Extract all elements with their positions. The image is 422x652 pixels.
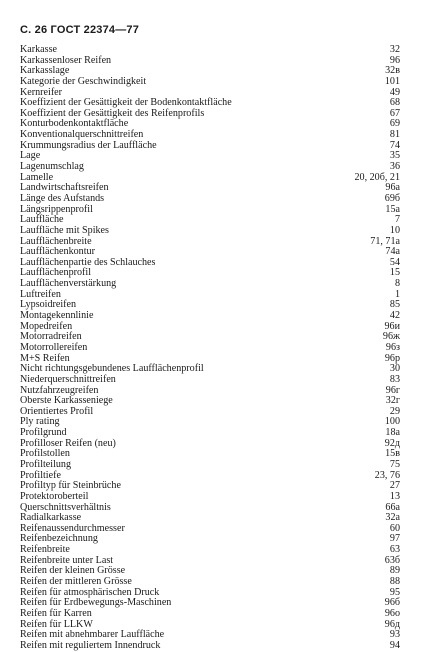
- index-term: Luftreifen: [20, 288, 61, 300]
- index-reference: 20, 20б, 21: [354, 171, 400, 183]
- index-term: Laufflächenpartie des Schlauches: [20, 256, 156, 268]
- index-reference: 69: [389, 118, 400, 130]
- index-term: Reifen für atmosphärischen Druck: [20, 586, 160, 598]
- index-term: Koeffizient der Gesättigkeit des Reifenprofils: [20, 107, 205, 119]
- index-reference: 32: [389, 44, 400, 55]
- index-reference: 85: [389, 299, 400, 311]
- index-term: Profilstollen: [20, 448, 70, 460]
- index-term: Reifen mit abnehmbarer Lauffläche: [20, 629, 165, 641]
- index-entry: [20, 609, 400, 620]
- index-term: Profilgrund: [20, 427, 67, 439]
- index-entry: [20, 141, 400, 152]
- index-term: Reifen für Erdbewegungs-Maschinen: [20, 597, 172, 609]
- index-term: Lypsoidreifen: [20, 299, 77, 311]
- index-reference: 67: [389, 107, 400, 119]
- index-reference: 10: [389, 224, 400, 236]
- index-reference: 60: [389, 522, 400, 534]
- index-term: Nicht richtungsgebundenes Laufflächenprofil: [20, 363, 204, 375]
- index-reference: 101: [384, 75, 400, 87]
- index-reference: 96а: [385, 182, 400, 194]
- index-reference: 100: [384, 416, 400, 428]
- index-reference: 27: [389, 480, 400, 492]
- index-reference: 68: [389, 97, 400, 109]
- index-term: Nutzfahrzeugreifen: [20, 384, 99, 396]
- index-reference: 93: [389, 629, 400, 641]
- index-term: Karkasse: [20, 44, 57, 55]
- index-entry: [20, 162, 400, 173]
- index-term: Längsrippenprofil: [20, 203, 93, 215]
- index-reference: 49: [389, 86, 400, 98]
- index-term: Reifen für LLKW: [20, 618, 93, 630]
- index-reference: 8: [394, 278, 400, 290]
- index-reference: 15в: [385, 448, 400, 460]
- index-list: [20, 45, 400, 652]
- index-term: Lage: [20, 150, 41, 162]
- index-reference: 42: [389, 310, 400, 322]
- index-term: Ply rating: [20, 416, 60, 428]
- index-entry: [20, 56, 400, 67]
- index-term: Koeffizient der Gesättigkeit der Bodenkontaktfläche: [20, 97, 232, 109]
- index-term: Landwirtschaftsreifen: [20, 182, 109, 194]
- index-reference: 36: [389, 161, 400, 173]
- index-term: Reifen der mittleren Grösse: [20, 576, 132, 588]
- index-term: Laufflächenkontur: [20, 246, 95, 258]
- index-reference: 35: [389, 150, 400, 162]
- index-entry: [20, 77, 400, 88]
- index-reference: 94: [389, 639, 400, 651]
- index-reference: 13: [389, 490, 400, 502]
- index-term: Reifen der kleinen Grösse: [20, 565, 126, 577]
- index-entry: [20, 630, 400, 641]
- index-term: Profiltyp für Steinbrüche: [20, 480, 121, 492]
- index-term: Karkassenloser Reifen: [20, 54, 112, 66]
- index-reference: 29: [389, 405, 400, 417]
- index-term: Profilloser Reifen (neu): [20, 437, 116, 449]
- index-reference: 96д: [384, 618, 400, 630]
- index-entry: [20, 205, 400, 216]
- index-entry: [20, 492, 400, 503]
- index-reference: 96з: [385, 341, 400, 353]
- index-entry: [20, 375, 400, 386]
- index-term: Länge des Aufstands: [20, 192, 105, 204]
- index-term: Mopedreifen: [20, 320, 73, 332]
- index-term: Kategorie der Geschwindigkeit: [20, 75, 147, 87]
- index-term: Lauffläche: [20, 214, 64, 226]
- index-entry: [20, 534, 400, 545]
- index-term: Niederquerschnittreifen: [20, 373, 116, 385]
- index-term: Profilteilung: [20, 458, 72, 470]
- index-term: Orientiertes Profil: [20, 405, 94, 417]
- index-reference: 32г: [385, 395, 400, 407]
- index-reference: 96б: [384, 597, 400, 609]
- index-reference: 96и: [384, 320, 400, 332]
- index-reference: 96р: [384, 352, 400, 364]
- index-reference: 32в: [385, 65, 400, 77]
- index-reference: 74а: [385, 246, 400, 258]
- index-reference: 83: [389, 373, 400, 385]
- index-reference: 63: [389, 544, 400, 556]
- index-reference: 89: [389, 565, 400, 577]
- index-term: Karkasslage: [20, 65, 70, 77]
- index-reference: 69б: [384, 192, 400, 204]
- index-reference: 18а: [385, 427, 400, 439]
- index-reference: 54: [389, 256, 400, 268]
- index-entry: [20, 226, 400, 237]
- index-entry: [20, 460, 400, 471]
- index-reference: 63б: [384, 554, 400, 566]
- index-reference: 92д: [384, 437, 400, 449]
- index-term: Lagenumschlag: [20, 161, 84, 173]
- index-entry: [20, 439, 400, 450]
- index-entry: [20, 311, 400, 322]
- index-reference: 71, 71а: [370, 235, 400, 247]
- index-term: Laufflächenbreite: [20, 235, 92, 247]
- index-entry: [20, 279, 400, 290]
- index-term: Protektoroberteil: [20, 490, 89, 502]
- index-entry: [20, 417, 400, 428]
- index-reference: 96о: [384, 607, 400, 619]
- index-reference: 96г: [385, 384, 400, 396]
- index-reference: 81: [389, 129, 400, 141]
- index-term: Lauffläche mit Spikes: [20, 224, 109, 236]
- index-term: Konturbodenkontaktfläche: [20, 118, 129, 130]
- index-term: Lamelle: [20, 171, 54, 183]
- index-reference: 30: [389, 363, 400, 375]
- index-entry: [20, 290, 400, 301]
- index-term: Laufflächenverstärkung: [20, 278, 117, 290]
- index-term: Profiltiefe: [20, 469, 61, 481]
- index-reference: 97: [389, 533, 400, 545]
- index-term: Oberste Karkasseniege: [20, 395, 113, 407]
- index-term: Krummungsradius der Lauffläche: [20, 139, 157, 151]
- index-term: Motorrollereifen: [20, 341, 88, 353]
- index-entry: [20, 343, 400, 354]
- index-term: Reifen mit reguliertem Innendruck: [20, 639, 161, 651]
- index-term: Reifen für Karren: [20, 607, 92, 619]
- index-term: Konventionalquerschnittreifen: [20, 129, 144, 141]
- index-reference: 66а: [385, 501, 400, 513]
- index-entry: [20, 641, 400, 652]
- index-term: Radialkarkasse: [20, 512, 82, 524]
- index-reference: 96ж: [382, 331, 400, 343]
- index-term: Reifenaussendurchmesser: [20, 522, 125, 534]
- index-reference: 23, 76: [374, 469, 400, 481]
- index-reference: 74: [389, 139, 400, 151]
- index-reference: 15: [389, 267, 400, 279]
- index-reference: 96: [389, 54, 400, 66]
- index-reference: 1: [394, 288, 400, 300]
- index-entry: [20, 194, 400, 205]
- index-reference: 7: [394, 214, 400, 226]
- index-term: Kernreifer: [20, 86, 63, 98]
- index-term: Reifenbreite: [20, 544, 70, 556]
- index-reference: 15а: [385, 203, 400, 215]
- page-header: С. 26 ГОСТ 22374—77: [20, 24, 140, 36]
- index-term: Reifenbezeichnung: [20, 533, 98, 545]
- index-entry: [20, 449, 400, 460]
- index-term: Motorradreifen: [20, 331, 82, 343]
- index-term: M+S Reifen: [20, 352, 70, 364]
- index-term: Montagekennlinie: [20, 310, 94, 322]
- index-term: Laufflächenprofil: [20, 267, 91, 279]
- index-reference: 75: [389, 458, 400, 470]
- index-reference: 32а: [385, 512, 400, 524]
- index-reference: 95: [389, 586, 400, 598]
- index-reference: 88: [389, 576, 400, 588]
- index-term: Querschnittsverhältnis: [20, 501, 111, 513]
- index-entry: [20, 407, 400, 418]
- index-term: Reifenbreite unter Last: [20, 554, 114, 566]
